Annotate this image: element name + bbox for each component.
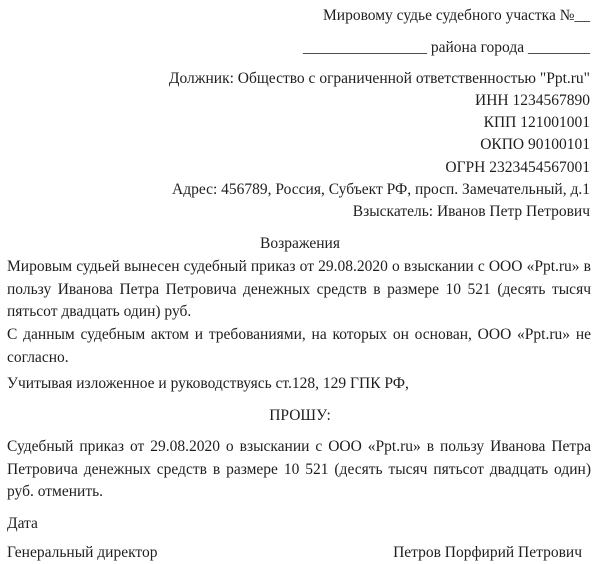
addressee-line2: ________________ района города ________ (302, 39, 590, 56)
paragraph-request: Судебный приказ от 29.08.2020 о взыскании с ООО «Ppt.ru» в пользу Иванова Петра Петровича денежных средств в размере 10 521 (десять тысяч пятьсот двадцать один) руб. отменить. (7, 438, 591, 500)
debtor-address: Адрес: 456789, Россия, Субъект РФ, просп. Замечательный, д.1 (172, 181, 590, 198)
debtor-kpp: КПП 121001001 (483, 114, 590, 131)
addressee-line1: Мировому судье судебного участка №__ (323, 7, 590, 24)
document-title: Возражения (260, 235, 340, 252)
claimant-name: Взыскатель: Иванов Петр Петрович (352, 203, 590, 220)
signatory-name: Петров Порфирий Петрович (393, 544, 582, 561)
paragraph-order-issued: Мировым судьей вынесен судебный приказ от 29.08.2020 о взыскании с ООО «Ppt.ru» в пользу Иванова Петра Петровича денежных средств в размере 10 521 (десять тысяч пятьсот двадцать один) руб. (7, 258, 591, 320)
signatory-position: Генеральный директор (7, 544, 158, 561)
date-label: Дата (7, 515, 38, 532)
debtor-ogrn: ОГРН 2323454567001 (445, 159, 590, 176)
paragraph-disagreement: С данным судебным актом и требованиями, на которых он основан, ООО «Ppt.ru» не согласно. (7, 326, 591, 366)
debtor-name: Должник: Общество с ограниченной ответственностью "Ppt.ru" (168, 70, 590, 87)
paragraph-legal-basis: Учитывая изложенное и руководствуясь ст.128, 129 ГПК РФ, (7, 375, 409, 392)
debtor-okpo: ОКПО 90100101 (480, 136, 590, 153)
debtor-inn: ИНН 1234567890 (475, 92, 590, 109)
request-heading: ПРОШУ: (269, 407, 331, 424)
